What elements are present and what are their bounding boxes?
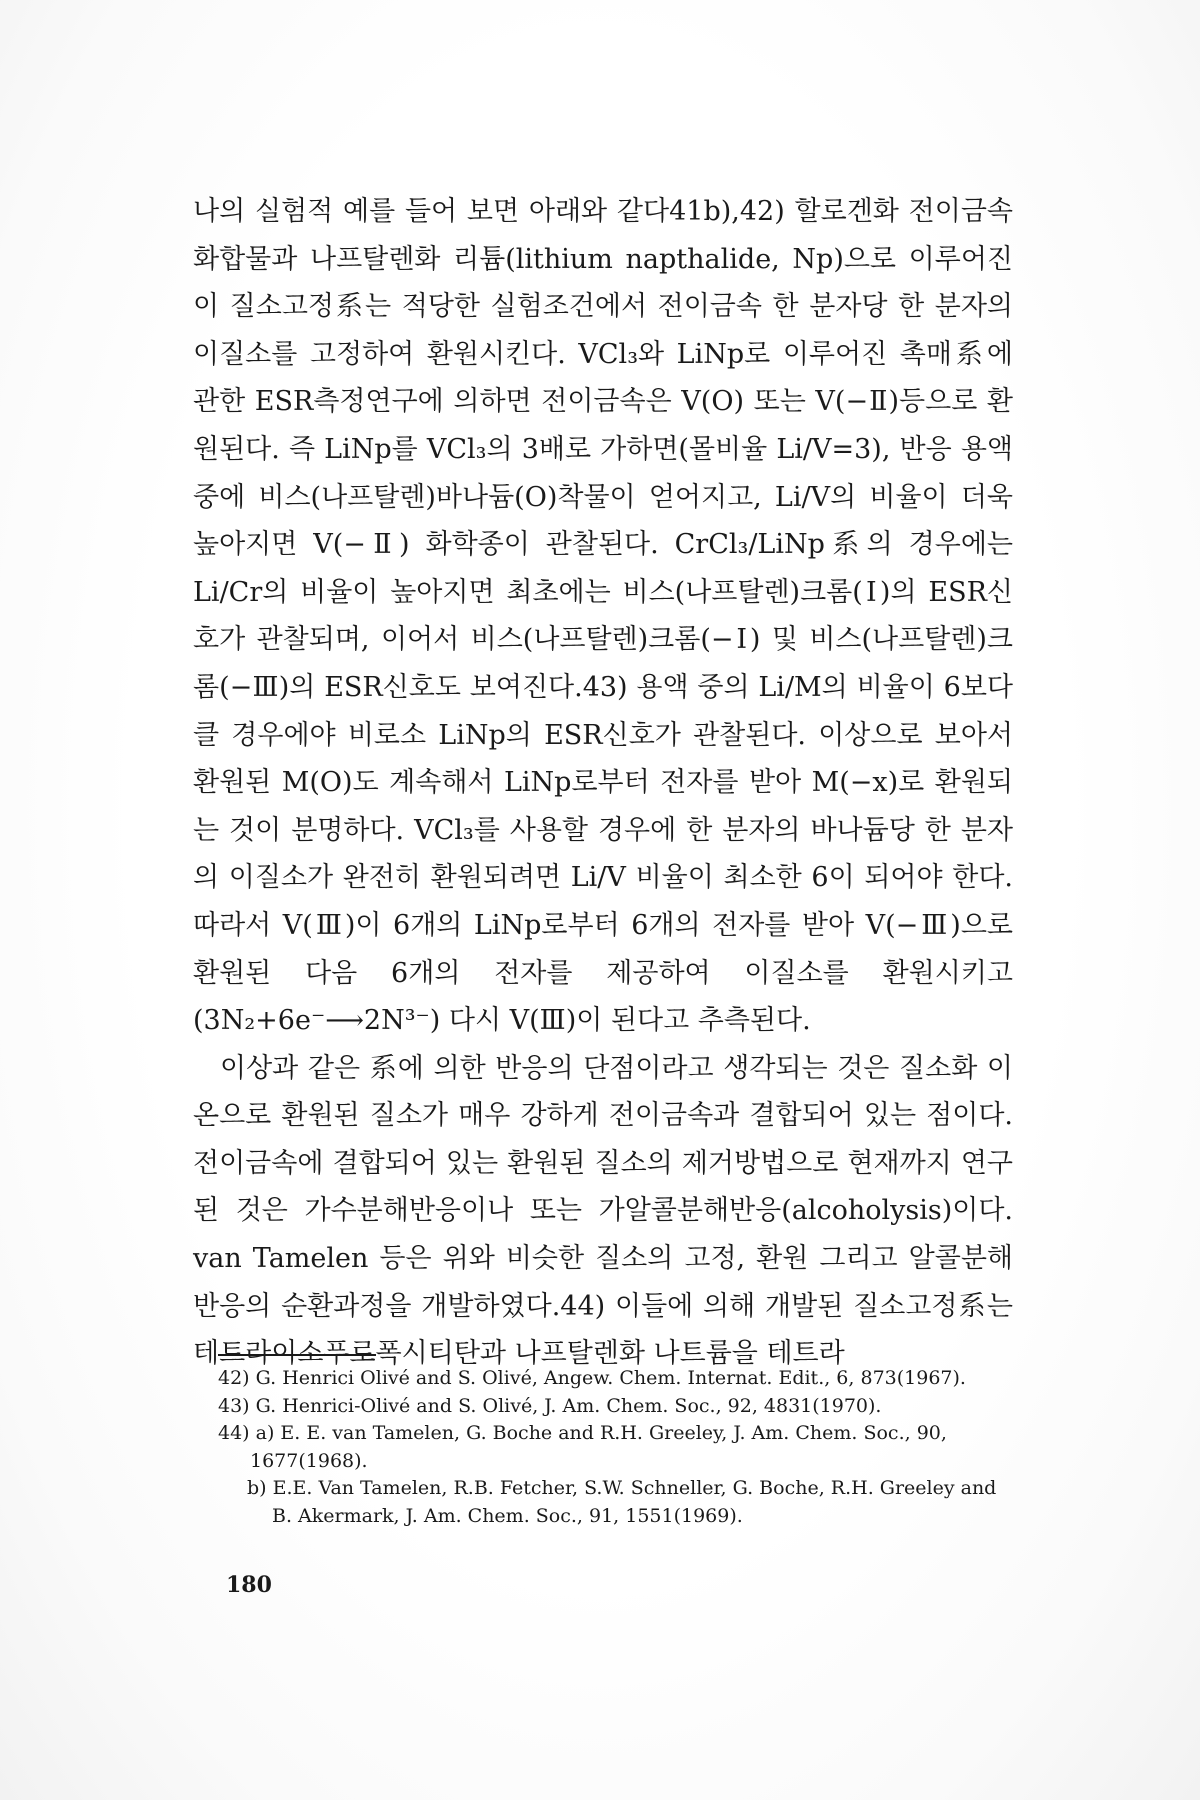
paragraph-2: 이상과 같은 系에 의한 반응의 단점이라고 생각되는 것은 질소화 이온으로 환원된 질소가 매우 강하게 전이금속과 결합되어 있는 점이다. 전이금속에 결합되어 있는 환원된 질소의 제거방법으로 현재까지 연구된 것은 가수분해반응이나 또는 가알콜분해반응(alcoholysis)이다. van Tamelen 등은 위와 비슷한 질소의 고정, 환원 그리고 알콜분해반응의 순환과정을 개발하였다.44) 이들에 의해 개발된 질소고정系는 테트라이소푸로폭시티탄과 나프탈렌화 나트륨을 테트라 [193,1052,1013,1370]
footnote-rule [218,1354,376,1356]
footnote-44b: b) E.E. Van Tamelen, R.B. Fetcher, S.W. Schneller, G. Boche, R.H. Greeley and B. Akermark, J. Am. Chem. Soc., 91, 1551(1969). [247,1477,997,1527]
body-text [193,188,1013,1378]
footnote-42: 42) G. Henrici Olivé and S. Olivé, Angew. Chem. Internat. Edit., 6, 873(1967). [218,1367,966,1389]
footnote-43: 43) G. Henrici-Olivé and S. Olivé, J. Am. Chem. Soc., 92, 4831(1970). [218,1394,882,1417]
footnotes [218,1365,1008,1530]
page-number: 180 [226,1572,272,1598]
footnote-44a: 44) a) E. E. van Tamelen, G. Boche and R.H. Greeley, J. Am. Chem. Soc., 90, 1677(1968). [218,1422,947,1472]
paragraph-1: 나의 실험적 예를 들어 보면 아래와 같다41b),42) 할로겐화 전이금속 화합물과 나프탈렌화 리튬(lithium napthalide, Np)으로 이루어진 이 질소고정系는 적당한 실험조건에서 전이금속 한 분자당 한 분자의 이질소를 고정하여 환원시킨다. VCl₃와 LiNp로 이루어진 촉매系에 관한 ESR측정연구에 의하면 전이금속은 V(O) 또는 V(−Ⅱ)등으로 환원된다. 즉 LiNp를 VCl₃의 3배로 가하면(몰비율 Li/V=3), 반응 용액 중에 비스(나프탈렌)바나듐(O)착물이 얻어지고, Li/V의 비율이 더욱 높아지면 V(−Ⅱ) 화학종이 관찰된다. CrCl₃/LiNp系의 경우에는 Li/Cr의 비율이 높아지면 최초에는 비스(나프탈렌)크롬(Ⅰ)의 ESR신호가 관찰되며, 이어서 비스(나프탈렌)크롬(−Ⅰ) 및 비스(나프탈렌)크롬(−Ⅲ)의 ESR신호도 보여진다.43) 용액 중의 Li/M의 비율이 6보다 클 경우에야 비로소 LiNp의 ESR신호가 관찰된다. 이상으로 보아서 환원된 M(O)도 계속해서 LiNp로부터 전자를 받아 M(−x)로 환원되는 것이 분명하다. VCl₃를 사용할 경우에 한 분자의 바나듐당 한 분자의 이질소가 완전히 환원되려면 Li/V 비율이 최소한 6이 되어야 한다. 따라서 V(Ⅲ)이 6개의 LiNp로부터 6개의 전자를 받아 V(−Ⅲ)으로 환원된 다음 6개의 전자를 제공하여 이질소를 환원시키고(3N₂+6e⁻⟶2N³⁻) 다시 V(Ⅲ)이 된다고 추측된다. [193,196,1013,1037]
